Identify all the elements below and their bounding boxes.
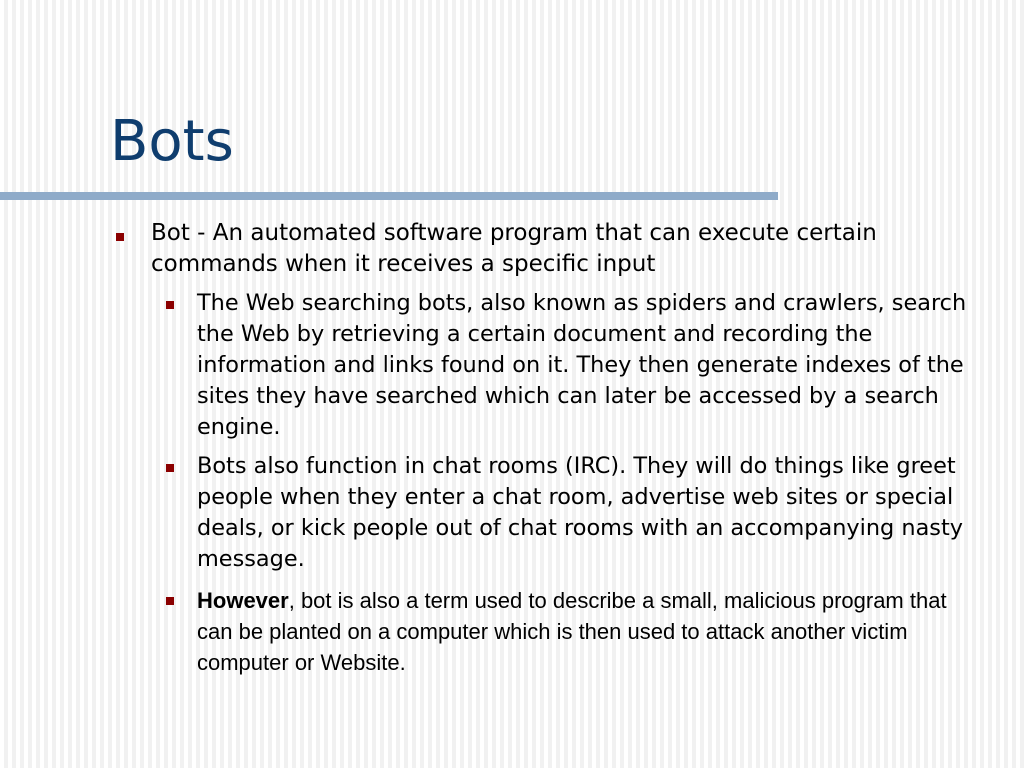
square-bullet-icon	[166, 597, 174, 605]
sub-bullet-item-malicious-bots	[110, 585, 1010, 678]
sub-bullet-text: Bots also function in chat rooms (IRC). They will do things like greet people when they enter a chat room, advertise web sites or special deals, or kick people out of chat rooms with an accompanying nasty message.	[197, 453, 963, 572]
square-bullet-icon	[166, 464, 174, 472]
bullet-text: Bot - An automated software program that can execute certain commands when it receives a specific input	[151, 220, 877, 277]
sub-bullet-text: The Web searching bots, also known as spiders and crawlers, search the Web by retrieving a certain document and recording the information and links found on it. They then generate indexes of the sites they have searched which can later be accessed by a search engine.	[197, 290, 967, 440]
bullet-list	[110, 218, 1010, 678]
sub-bullet-text: , bot is also a term used to describe a small, malicious program that can be planted on a computer which is then used to attack another victim computer or Website.	[197, 588, 947, 675]
sub-bullet-item-chat-bots	[110, 451, 1010, 575]
slide-title: Bots	[110, 109, 234, 174]
square-bullet-icon	[166, 301, 174, 309]
sub-bullet-item-web-search-bots	[110, 288, 1010, 443]
sub-bullet-text-container	[197, 585, 957, 678]
square-bullet-icon	[116, 233, 124, 241]
bullet-item-bot-definition	[110, 218, 1010, 280]
emphasis-text: However	[197, 588, 289, 613]
title-divider	[0, 192, 778, 200]
